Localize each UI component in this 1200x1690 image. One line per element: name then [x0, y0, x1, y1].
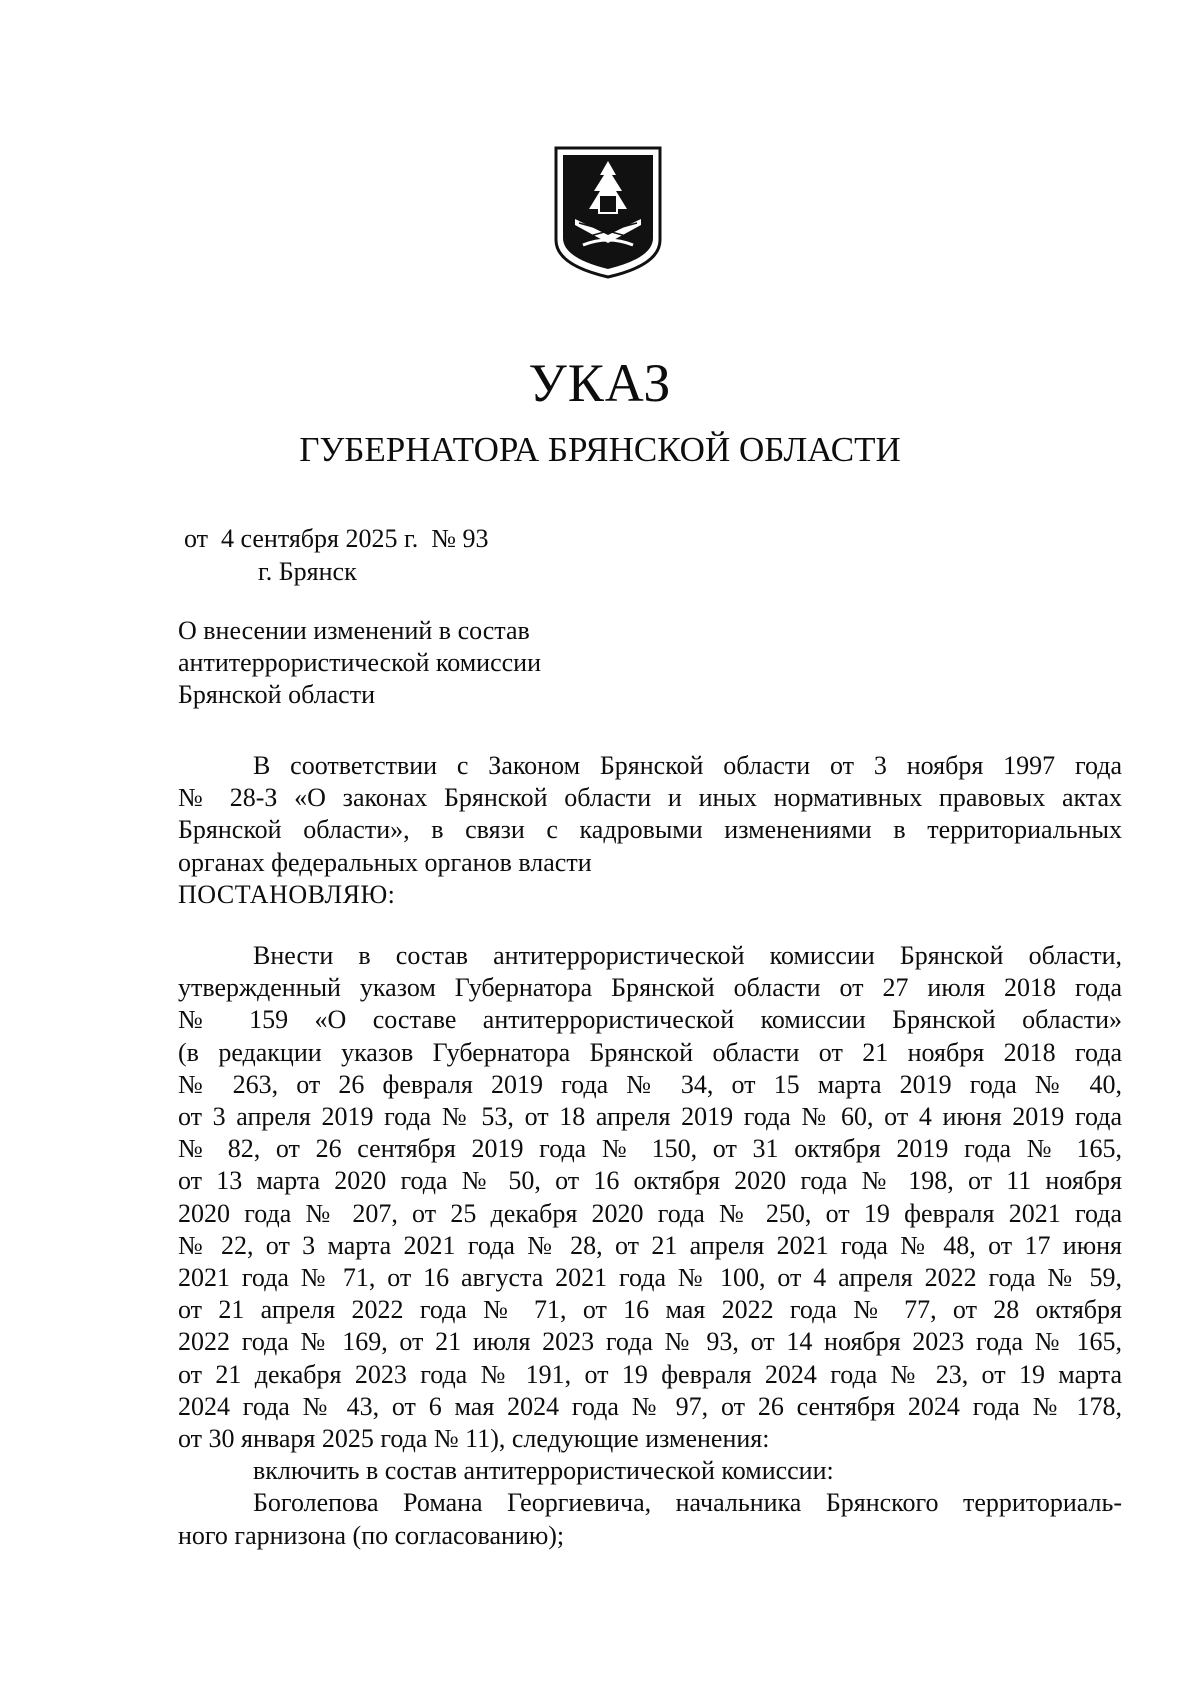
text-line: 2024 года № 43, от 6 мая 2024 года № 97, от 26 сентября 2024 года № 178, — [178, 1391, 1122, 1421]
text-line: утвержденный указом Губернатора Брянской области от 27 июля 2018 года — [178, 973, 1122, 1003]
text-line: от 3 апреля 2019 года № 53, от 18 апреля 2019 года № 60, от 4 июня 2019 года — [178, 1102, 1122, 1132]
text-line: от 21 апреля 2022 года № 71, от 16 мая 2022 года № 77, от 28 октября — [178, 1295, 1122, 1325]
city-line: г. Брянск — [258, 557, 357, 586]
text-line: от 30 января 2025 года № 11), следующие изменения: — [178, 1424, 770, 1454]
subject-line: О внесении изменений в состав — [178, 616, 530, 645]
text-line: В соответствии с Законом Брянской области от 3 ноября 1997 года — [253, 751, 1122, 780]
text-line: органах федеральных органов власти — [178, 847, 592, 877]
text-line: 2020 года № 207, от 25 декабря 2020 года № 250, от 19 февраля 2021 года — [178, 1198, 1122, 1228]
document-subject — [178, 615, 698, 711]
text-line: 2022 года № 169, от 21 июля 2023 года № 93, от 14 ноября 2023 года № 165, — [178, 1327, 1122, 1357]
resolve-word: ПОСТАНОВЛЯЮ: — [178, 880, 396, 909]
document-issuer: ГУБЕРНАТОРА БРЯНСКОЙ ОБЛАСТИ — [299, 430, 901, 469]
text-line: (в редакции указов Губернатора Брянской области от 21 ноября 2018 года — [178, 1037, 1122, 1067]
text-line: № 263, от 26 февраля 2019 года № 34, от 15 марта 2019 года № 40, — [178, 1069, 1122, 1099]
document-title: УКАЗ — [528, 353, 672, 413]
main-paragraph — [178, 940, 1122, 1552]
text-line: Внести в состав антитеррористической комиссии Брянской области, — [253, 941, 1122, 970]
text-line: Брянской области», в связи с кадровыми изменениями в территориальных — [178, 815, 1122, 845]
text-line: ного гарнизона (по согласованию); — [178, 1520, 565, 1550]
text-line: № 22, от 3 марта 2021 года № 28, от 21 апреля 2021 года № 48, от 17 июня — [178, 1230, 1122, 1260]
text-line: Боголепова Романа Георгиевича, начальника Брянского территориаль- — [253, 1488, 1122, 1518]
subject-line: антитеррористической комиссии — [178, 648, 541, 677]
text-line: № 82, от 26 сентября 2019 года № 150, от 31 октября 2019 года № 165, — [178, 1134, 1122, 1164]
text-line: № 159 «О составе антитеррористической комиссии Брянской области» — [178, 1005, 1122, 1035]
text-line: от 21 декабря 2023 года № 191, от 19 февраля 2024 года № 23, от 19 марта — [178, 1359, 1122, 1389]
text-line: включить в состав антитеррористической комиссии: — [253, 1456, 834, 1486]
preamble-paragraph — [178, 750, 1122, 879]
coat-of-arms-icon — [553, 145, 663, 280]
text-line: № 28-З «О законах Брянской области и иных нормативных правовых актах — [178, 783, 1122, 813]
text-line: от 13 марта 2020 года № 50, от 16 октября 2020 года № 198, от 11 ноября — [178, 1166, 1122, 1196]
text-line: 2021 года № 71, от 16 августа 2021 года № 100, от 4 апреля 2022 года № 59, — [178, 1263, 1122, 1293]
date-number-line: от 4 сентября 2025 г. № 93 — [184, 524, 489, 553]
subject-line: Брянской области — [178, 680, 375, 709]
